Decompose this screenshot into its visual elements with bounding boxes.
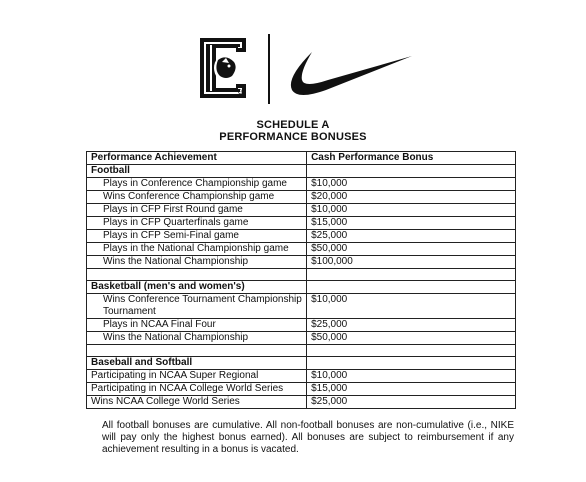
section-title-basketball: Basketball (men's and women's): [87, 281, 307, 294]
bonus-cell: $15,000: [307, 383, 516, 396]
bonus-table: [86, 151, 516, 409]
table-row: [87, 383, 516, 396]
logo-mark-text: G: [238, 90, 243, 96]
bonus-cell: $10,000: [307, 204, 516, 217]
bonus-cell: $50,000: [307, 243, 516, 256]
achievement-cell: Participating in NCAA Super Regional: [87, 370, 307, 383]
achievement-cell: Wins the National Championship: [87, 256, 307, 269]
bonus-cell: $25,000: [307, 396, 516, 409]
table-row: [87, 332, 516, 345]
bonus-cell: $10,000: [307, 370, 516, 383]
header-cash-bonus: Cash Performance Bonus: [307, 152, 516, 165]
section-row: [87, 165, 516, 178]
table-row: [87, 191, 516, 204]
table-row: [87, 178, 516, 191]
achievement-cell: Plays in NCAA Final Four: [87, 319, 307, 332]
nike-swoosh-icon: [282, 44, 414, 100]
table-row: [87, 204, 516, 217]
section-row: [87, 357, 516, 370]
table-row: [87, 230, 516, 243]
section-row: [87, 281, 516, 294]
bonus-cell: $15,000: [307, 217, 516, 230]
bonus-cell: $10,000: [307, 178, 516, 191]
logo-header: [190, 28, 420, 110]
logo-divider: [268, 34, 270, 104]
bonus-cell: $20,000: [307, 191, 516, 204]
footnote-text: All football bonuses are cumulative. All non-football bonuses are non-cumulative (i.e., NIKE will pay only the highest bonus earned). All bonuses are subject to reimbursement if any achievement resulting in a bonus is vacated.: [102, 420, 514, 455]
table-row: [87, 370, 516, 383]
table-row: [87, 294, 516, 319]
table-header-row: [87, 152, 516, 165]
achievement-cell: Participating in NCAA College World Series: [87, 383, 307, 396]
achievement-cell: Wins Conference Championship game: [87, 191, 307, 204]
gamecocks-c-logo-icon: [196, 32, 260, 104]
achievement-cell: Wins Conference Tournament Championship Tournament: [87, 294, 307, 319]
performance-bonuses-title: PERFORMANCE BONUSES: [219, 131, 367, 143]
bonus-cell: $25,000: [307, 319, 516, 332]
achievement-cell: Plays in Conference Championship game: [87, 178, 307, 191]
achievement-cell: Plays in CFP Semi-Final game: [87, 230, 307, 243]
bonus-cell: $25,000: [307, 230, 516, 243]
table-row: [87, 319, 516, 332]
table-row: [87, 256, 516, 269]
schedule-title: SCHEDULE A: [256, 119, 330, 131]
table-row: [87, 243, 516, 256]
achievement-cell: Wins NCAA College World Series: [87, 396, 307, 409]
section-title-football: Football: [87, 165, 307, 178]
spacer-row: [87, 345, 516, 357]
bonus-cell: $100,000: [307, 256, 516, 269]
spacer-row: [87, 269, 516, 281]
table-row: [87, 396, 516, 409]
table-row: [87, 217, 516, 230]
bonus-cell: $50,000: [307, 332, 516, 345]
header-performance-achievement: Performance Achievement: [87, 152, 307, 165]
achievement-cell: Plays in CFP Quarterfinals game: [87, 217, 307, 230]
achievement-cell: Plays in the National Championship game: [87, 243, 307, 256]
achievement-cell: Wins the National Championship: [87, 332, 307, 345]
achievement-cell: Plays in CFP First Round game: [87, 204, 307, 217]
section-title-baseball-softball: Baseball and Softball: [87, 357, 307, 370]
bonus-cell: $10,000: [307, 294, 516, 319]
